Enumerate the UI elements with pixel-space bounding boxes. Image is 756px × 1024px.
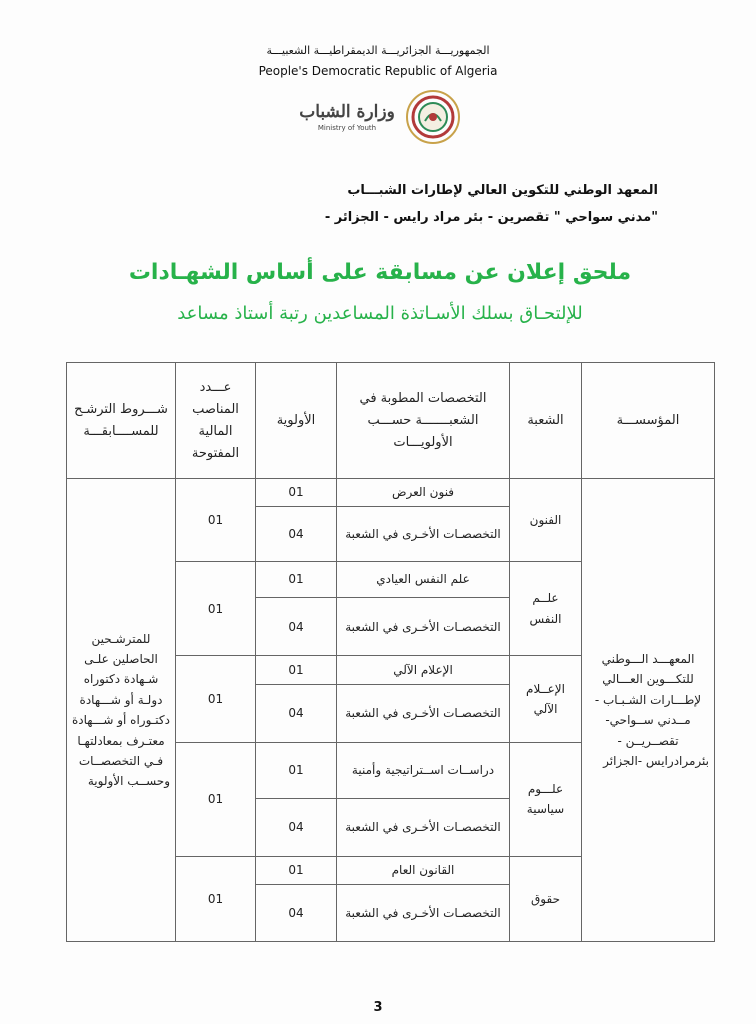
priority-cell: 04 bbox=[256, 798, 337, 856]
specialty-cell: التخصصـات الأخـرى في الشعبة bbox=[337, 884, 510, 941]
conditions-cell: للمترشـحين الحاصلين علـى شـهادة دكتوراه دولـة أو شـــهادة دكتـوراه أو شـــهادة معتـرف بمعادلتهـا فـي التخصصــات وحســب الأولوية bbox=[67, 479, 176, 942]
branch-cell: حقوق bbox=[510, 857, 582, 942]
announcement-title: ملحق إعلان عن مسابقة على أساس الشهـادات bbox=[128, 260, 632, 285]
table-header-row bbox=[67, 363, 715, 479]
branch-cell: الفنون bbox=[510, 479, 582, 562]
posts-cell: 01 bbox=[176, 857, 256, 942]
republic-name-english: People's Democratic Republic of Algeria bbox=[258, 64, 498, 78]
priority-cell: 04 bbox=[256, 884, 337, 941]
priority-cell: 04 bbox=[256, 598, 337, 656]
ministry-emblem-icon bbox=[405, 89, 461, 145]
specialty-cell: التخصصـات الأخـرى في الشعبة bbox=[337, 684, 510, 742]
header-specialties: التخصصات المطوبة في الشعبـــــــة حســـب الأولويـــات bbox=[337, 363, 510, 479]
posts-cell: 01 bbox=[176, 656, 256, 742]
posts-cell: 01 bbox=[176, 742, 256, 856]
header-posts: عـــدد المناصب المالية المفتوحة bbox=[176, 363, 256, 479]
priority-cell: 04 bbox=[256, 506, 337, 561]
ministry-logo bbox=[290, 86, 470, 148]
specialty-cell: القانون العام bbox=[337, 857, 510, 884]
ministry-wordmark bbox=[299, 102, 395, 132]
republic-name-arabic: الجمهوريـــة الجزائريـــة الديمقراطيـــة الشعبيـــة bbox=[266, 44, 490, 57]
institution-cell: المعهـــد الـــوطني للتكـــوين العـــالي لإطـــارات الشـبـاب - مــدني ســواحي- تقصــريــن - بئرمرادرايس -الجزائر bbox=[582, 479, 715, 942]
specialty-cell: التخصصـات الأخـرى في الشعبة bbox=[337, 506, 510, 561]
branch-cell: علـــوم سياسية bbox=[510, 742, 582, 856]
institute-address: "مدني سواحي " تقصرين - بئر مراد رايس - الجزائر - bbox=[324, 210, 658, 225]
specialty-cell: علم النفس العيادي bbox=[337, 562, 510, 598]
header-priority: الأولوية bbox=[256, 363, 337, 479]
priority-cell: 01 bbox=[256, 562, 337, 598]
ministry-name-arabic: وزارة الشباب bbox=[299, 102, 395, 122]
header-branch: الشعبة bbox=[510, 363, 582, 479]
table-row bbox=[67, 479, 715, 506]
header-conditions: شـــروط الترشـح للمســــابقـــة bbox=[67, 363, 176, 479]
ministry-name-english: Ministry of Youth bbox=[317, 124, 377, 132]
specialty-cell: التخصصـات الأخـرى في الشعبة bbox=[337, 598, 510, 656]
announcement-subtitle: للإلتحـاق بسلك الأسـاتذة المساعدين رتبة أستاذ مساعد bbox=[177, 303, 583, 324]
priority-cell: 01 bbox=[256, 656, 337, 684]
posts-cell: 01 bbox=[176, 479, 256, 562]
priority-cell: 01 bbox=[256, 479, 337, 506]
positions-table bbox=[66, 362, 715, 942]
specialty-cell: الإعلام الآلي bbox=[337, 656, 510, 684]
branch-cell: الإعــلام الآلي bbox=[510, 656, 582, 742]
specialty-cell: فنون العرض bbox=[337, 479, 510, 506]
institute-name: المعهد الوطني للتكوين العالي لإطارات الشبـــاب bbox=[347, 183, 658, 198]
branch-cell: علــم النفس bbox=[510, 562, 582, 656]
priority-cell: 01 bbox=[256, 857, 337, 884]
specialty-cell: التخصصـات الأخـرى في الشعبة bbox=[337, 798, 510, 856]
posts-cell: 01 bbox=[176, 562, 256, 656]
priority-cell: 04 bbox=[256, 684, 337, 742]
page-number: 3 bbox=[373, 1000, 383, 1015]
specialty-cell: دراســات اســتراتيجية وأمنية bbox=[337, 742, 510, 798]
header-institution: المؤسســـة bbox=[582, 363, 715, 479]
priority-cell: 01 bbox=[256, 742, 337, 798]
